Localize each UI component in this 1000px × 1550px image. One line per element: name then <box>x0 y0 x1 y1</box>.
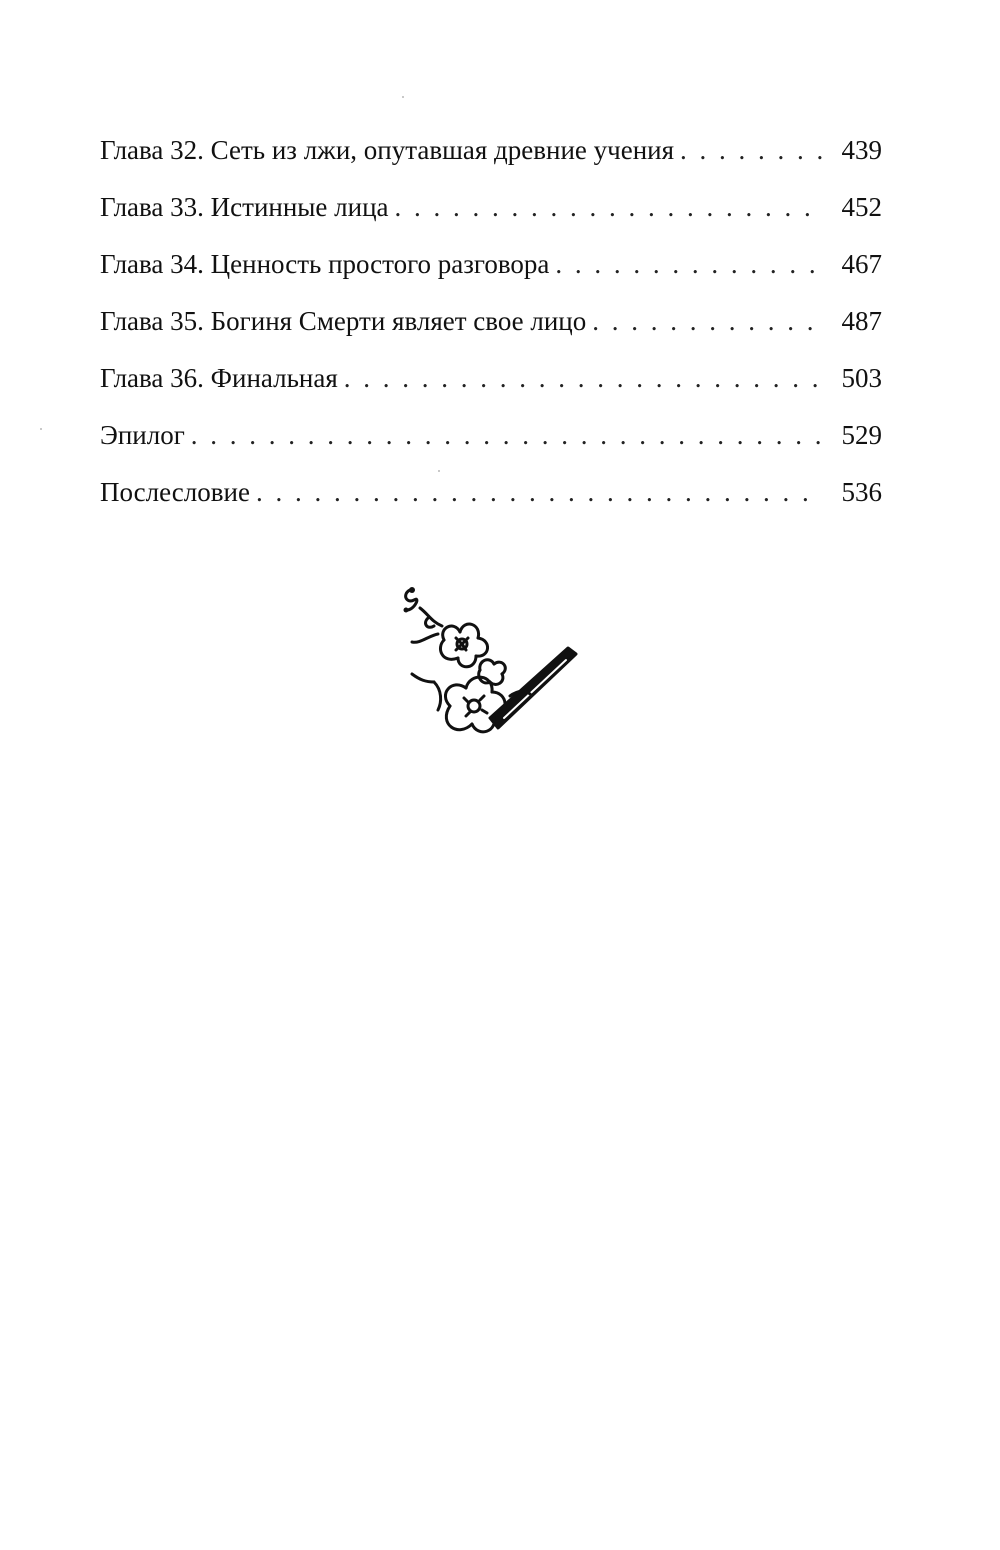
toc-entry-title: Глава 36. Финальная <box>100 363 338 393</box>
toc-entry-page: 536 <box>841 477 882 507</box>
scan-speck <box>402 96 404 98</box>
toc-entry[interactable] <box>100 350 882 407</box>
dot-leader <box>344 350 822 407</box>
toc-entry-title: Глава 35. Богиня Смерти являет свое лицо <box>100 306 587 336</box>
toc-entry-page: 487 <box>841 306 882 336</box>
table-of-contents <box>100 122 882 521</box>
toc-entry-title: Послесловие <box>100 477 250 507</box>
toc-entry-page: 452 <box>841 192 882 222</box>
sakura-branch-icon <box>398 578 588 768</box>
toc-entry-page: 503 <box>841 363 882 393</box>
toc-entry-title: Глава 34. Ценность простого разговора <box>100 249 550 279</box>
toc-entry-title: Глава 33. Истинные лица <box>100 192 389 222</box>
toc-entry[interactable] <box>100 293 882 350</box>
toc-entry-page: 439 <box>841 135 882 165</box>
dot-leader <box>592 293 822 350</box>
toc-entry-page: 529 <box>841 420 882 450</box>
toc-entry-page: 467 <box>841 249 882 279</box>
toc-entry-title: Глава 32. Сеть из лжи, опутавшая древние учения <box>100 135 675 165</box>
scan-speck <box>438 470 440 472</box>
toc-entry[interactable] <box>100 179 882 236</box>
toc-entry[interactable] <box>100 407 882 464</box>
dot-leader <box>191 407 822 464</box>
toc-entry[interactable] <box>100 236 882 293</box>
toc-entry-title: Эпилог <box>100 420 185 450</box>
dot-leader <box>555 236 822 293</box>
toc-entry[interactable] <box>100 464 882 521</box>
scan-speck <box>40 428 42 430</box>
dot-leader <box>680 122 822 179</box>
dot-leader <box>395 179 822 236</box>
dot-leader <box>256 464 822 521</box>
toc-entry[interactable] <box>100 122 882 179</box>
